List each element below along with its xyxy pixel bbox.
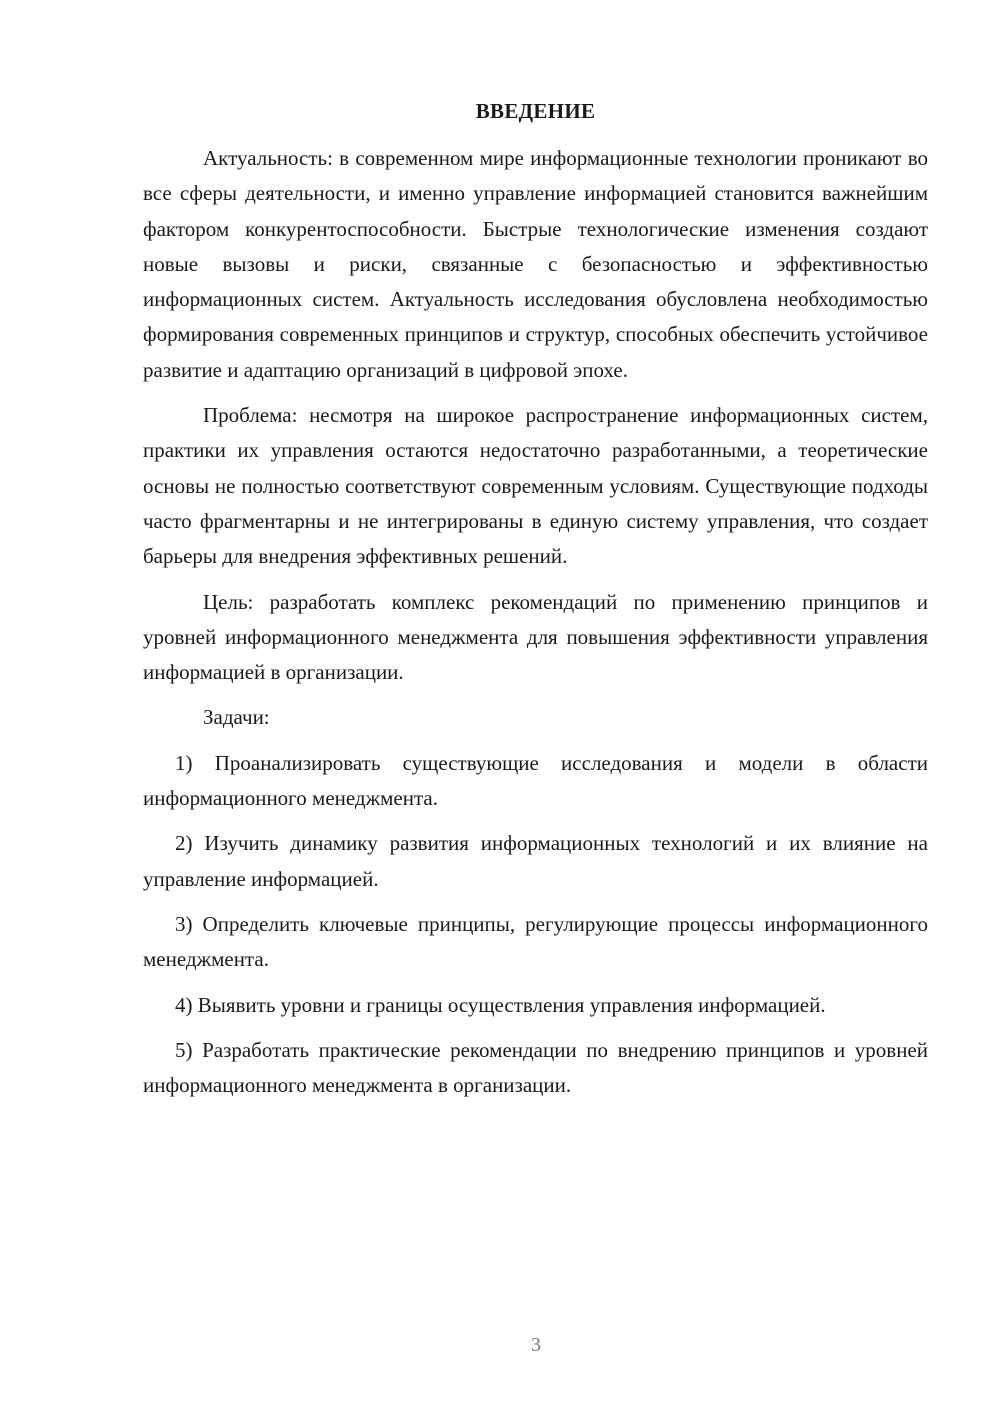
tasks-heading: Задачи: bbox=[203, 705, 270, 730]
task-item: 3) Определить ключевые принципы, регулирующие процессы информационного менеджмента. bbox=[143, 911, 928, 972]
paragraph-goal: Цель: разработать комплекс рекомендаций по применению принципов и уровней информационного менеджмента для повышения эффективности управления информацией в организации. bbox=[143, 589, 928, 685]
page-number: 3 bbox=[531, 1334, 541, 1356]
document-page bbox=[143, 94, 928, 1113]
task-item: 4) Выявить уровни и границы осуществления управления информацией. bbox=[175, 992, 826, 1017]
task-item: 1) Проанализировать существующие исследования и модели в области информационного менеджмента. bbox=[143, 750, 928, 811]
section-title: ВВЕДЕНИЕ bbox=[475, 99, 596, 123]
paragraph-problem: Проблема: несмотря на широкое распространение информационных систем, практики их управления остаются недостаточно разработанными, а теоретические основы не полностью соответствуют современным условиям. Существующие подходы часто фрагментарны и не интегрированы в единую систему управления, что создает барьеры для внедрения эффективных решений. bbox=[143, 403, 928, 569]
task-item: 5) Разработать практические рекомендации по внедрению принципов и уровней информационного менеджмента в организации. bbox=[143, 1037, 928, 1098]
paragraph-relevance: Актуальность: в современном мире информационные технологии проникают во все сферы деятельности, и именно управление информацией становится важнейшим фактором конкурентоспособности. Быстрые технологические изменения создают новые вызовы и риски, связанные с безопасностью и эффективностью информационных систем. Актуальность исследования обусловлена необходимостью формирования современных принципов и структур, способных обеспечить устойчивое развитие и адаптацию организаций в цифровой эпохе. bbox=[143, 146, 928, 382]
task-item: 2) Изучить динамику развития информационных технологий и их влияние на управление информацией. bbox=[143, 831, 928, 891]
